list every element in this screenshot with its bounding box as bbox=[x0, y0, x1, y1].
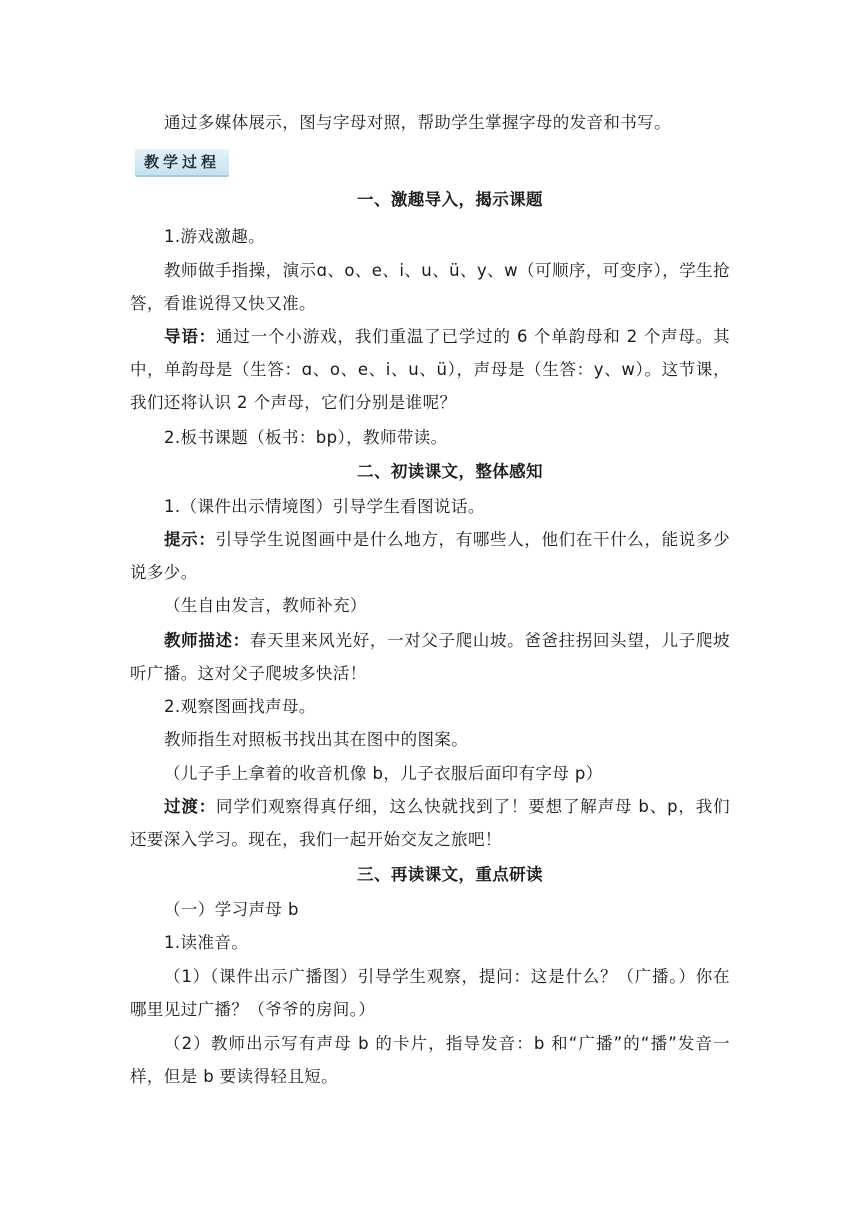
heading-2: 二、初读课文，整体感知 bbox=[357, 462, 543, 481]
paragraph-8 bbox=[130, 624, 730, 690]
paragraph-1: 1.游戏激趣。 bbox=[164, 227, 266, 246]
heading-3: 三、再读课文，重点研读 bbox=[357, 865, 543, 884]
paragraph-8-text: 春天里来风光好，一对父子爬山坡。爸爸拄拐回头望，儿子爬坡听广播。这对父子爬坡多快活！ bbox=[130, 631, 730, 683]
paragraph-13: （一）学习声母 b bbox=[164, 900, 299, 919]
section-tag-teaching-process: 教学过程 bbox=[135, 149, 229, 177]
paragraph-15: （1）（课件出示广播图）引导学生观察，提问：这是什么？（广播。）你在哪里见过广播？（爷爷的房间。） bbox=[130, 967, 730, 1019]
paragraph-7: （生自由发言，教师补充） bbox=[164, 596, 367, 615]
paragraph-5: 1.（课件出示情境图）引导学生看图说话。 bbox=[164, 497, 485, 516]
paragraph-4: 2.板书课题（板书：bp），教师带读。 bbox=[164, 428, 448, 447]
paragraph-3-lead: 导语： bbox=[164, 327, 217, 346]
paragraph-3-text: 通过一个小游戏，我们重温了已学过的 6 个单韵母和 2 个声母。其中，单韵母是（生答：ɑ、o、e、i、u、ü），声母是（生答：y、w）。这节课，我们还将认识 2 个声母，它们分别是谁呢？ bbox=[130, 327, 730, 412]
paragraph-12 bbox=[130, 790, 730, 856]
paragraph-12-lead: 过渡： bbox=[164, 797, 217, 816]
paragraph-3 bbox=[130, 320, 730, 419]
paragraph-9: 2.观察图画找声母。 bbox=[164, 697, 316, 716]
paragraph-6-text: 引导学生说图画中是什么地方，有哪些人，他们在干什么，能说多少说多少。 bbox=[130, 530, 731, 582]
paragraph-6 bbox=[130, 523, 730, 589]
paragraph-14: 1.读准音。 bbox=[164, 933, 249, 952]
paragraph-11: （儿子手上拿着的收音机像 b，儿子衣服后面印有字母 p） bbox=[164, 764, 603, 783]
paragraph-2: 教师做手指操，演示ɑ、o、e、i、u、ü、y、w（可顺序，可变序），学生抢答，看谁说得又快又准。 bbox=[130, 261, 730, 313]
intro-line: 通过多媒体展示，图与字母对照，帮助学生掌握字母的发音和书写。 bbox=[164, 113, 671, 132]
heading-1: 一、激趣导入，揭示课题 bbox=[357, 190, 543, 209]
paragraph-16: （2）教师出示写有声母 b 的卡片，指导发音：b 和“广播”的“播”发音一样，但是 b 要读得轻且短。 bbox=[130, 1034, 730, 1086]
paragraph-8-lead: 教师描述： bbox=[164, 631, 250, 650]
paragraph-10: 教师指生对照板书找出其在图中的图案。 bbox=[164, 730, 469, 749]
paragraph-6-lead: 提示： bbox=[164, 530, 216, 549]
paragraph-12-text: 同学们观察得真仔细，这么快就找到了！要想了解声母 b、p，我们还要深入学习。现在，我们一起开始交友之旅吧！ bbox=[130, 797, 731, 849]
